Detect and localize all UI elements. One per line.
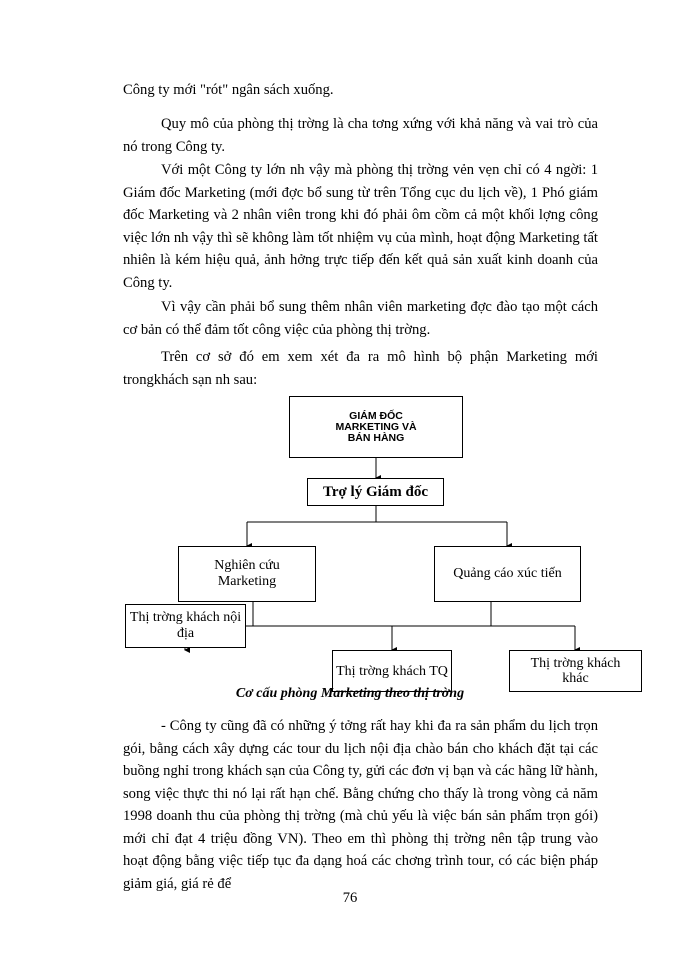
box-domestic-market: Thị trờng khách nội địa — [125, 604, 246, 648]
box-other-market: Thị trờng khách khác — [509, 650, 642, 692]
box-assistant-director: Trợ lý Giám đốc — [307, 478, 444, 506]
box-china-market: Thị trờng khách TQ — [332, 650, 452, 692]
paragraph-5: Trên cơ sở đó em xem xét đa ra mô hình bộ phận Marketing mới trongkhách sạn nh sau: — [123, 349, 598, 388]
paragraph-3: Với một Công ty lớn nh vậy mà phòng thị trờng vẻn vẹn chỉ có 4 ngời: 1 Giám đốc Marketing (mới đợc bổ sung từ trên Tổng cục du lịch về), 1 Phó giám đốc Marketing và 2 nhân viên trong khi đó phải ôm cồm cả một khối lợng công việc lớn nh vậy thì sẽ không làm tốt nhiệm vụ của mình, hoạt động Marketing tất nhiên là kém hiệu quả, ảnh hởng trực tiếp đến kết quả sản xuất kinh doanh của Công ty. — [123, 162, 598, 291]
box-marketing-director: GIÁM ĐỐC MARKETING VÀ BÁN HÀNG — [289, 396, 463, 458]
paragraph-1: Công ty mới "rót" ngân sách xuống. — [123, 82, 334, 98]
paragraph-6: - Công ty cũng đã có những ý tởng rất hay khi đa ra sản phẩm du lịch trọn gói, bằng cách xây dựng các tour du lịch nội địa chào bán cho khách đặt tại các buồng nghỉ trong khách sạn của Công ty, gửi các đơn vị bạn và các hãng lữ hành, song việc thực thi nó lại rất hạn chế. Bằng chứng cho thấy là trong vòng cả năm 1998 doanh thu của phòng thị trờng (mà chủ yếu là việc bán sản phẩm trọn gói) mới chỉ đạt 4 triệu đồng VN). Theo em thì phòng thị trờng nên tập trung vào hoạt động bằng việc tiếp tục đa dạng hoá các chơng trình tour, có các biện pháp giảm giá, giá rẻ để — [123, 718, 598, 892]
paragraph-2: Quy mô của phòng thị trờng là cha tơng xứng với khả năng và vai trò của nó trong Công ty. — [123, 116, 598, 155]
diagram-caption: Cơ cấu phòng Marketing theo thị trờng — [235, 686, 465, 701]
page-number: 76 — [342, 890, 358, 906]
box-marketing-research: Nghiên cứu Marketing — [178, 546, 316, 602]
paragraph-4: Vì vậy cần phải bổ sung thêm nhân viên marketing đợc đào tạo một cách cơ bản có thể đảm tốt công việc của phòng thị trờng. — [123, 299, 598, 338]
box-advertising-promotion: Quảng cáo xúc tiến — [434, 546, 581, 602]
